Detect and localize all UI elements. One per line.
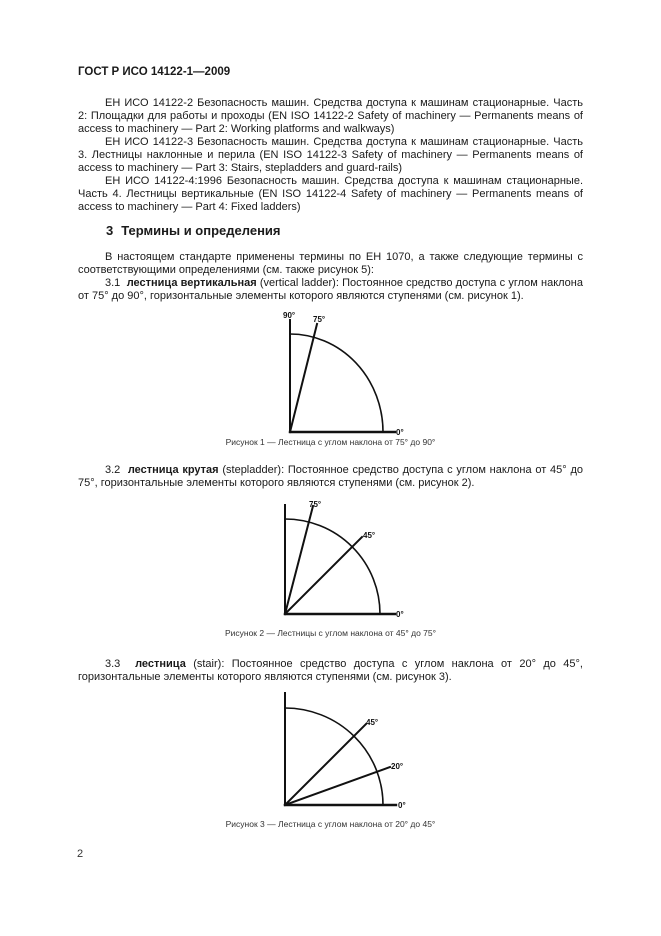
term-number: 3.2 [105, 464, 121, 476]
section-title: Термины и определения [121, 223, 281, 238]
term-name: лестница вертикальная [126, 277, 257, 289]
figure-1-diagram [290, 320, 395, 432]
term-name: лестница крутая [127, 464, 219, 476]
document-header: ГОСТ Р ИСО 14122-1—2009 [78, 66, 231, 78]
figure-3-caption: Рисунок 3 — Лестница с углом наклона от 20° до 45° [225, 819, 436, 829]
term-text: : Постоянное средство доступа с углом наклона от 20° до 45°, горизонтальные элементы которого являются ступенями (см. рисунок 3). [78, 658, 583, 683]
figure-3-label-45: 45° [366, 718, 379, 727]
figure-2-diagram [285, 505, 395, 614]
figure-1-caption: Рисунок 1 — Лестница с углом наклона от 75° до 90° [225, 437, 436, 447]
reference-item: ЕН ИСО 14122-3 Безопасность машин. Средства доступа к машинам стационарные. Часть 3. Лестницы наклонные и перила (EN ISO 14122-3 Safety of machinery — Permanents means of access to machinery — Part 3: Stairs, stepladders and guard-rails) [78, 136, 583, 174]
term-text: : Постоянное средство доступа с углом наклона от 45° до 75°, горизонтальные элементы которого являются ступенями (см. рисунок 2). [78, 464, 583, 489]
figure-1-label-0: 0° [396, 428, 404, 437]
term-english: (vertical ladder) [256, 277, 336, 289]
term-text: : Постоянное средство доступа с углом наклона от 75° до 90°, горизонтальные элементы которого являются ступенями (см. рисунок 1). [78, 277, 583, 302]
figure-3-label-0: 0° [398, 801, 406, 810]
term-english: (stair) [185, 658, 222, 670]
term-number: 3.1 [105, 277, 121, 289]
page-number: 2 [77, 848, 84, 860]
figure-2-caption: Рисунок 2 — Лестницы с углом наклона от 45° до 75° [224, 628, 437, 638]
figure-2-label-75: 75° [309, 500, 322, 509]
figure-3-diagram [285, 693, 396, 805]
reference-item: ЕН ИСО 14122-4:1996 Безопасность машин. Средства доступа к машинам стационарные. Часть 4. Лестницы вертикальные (EN ISO 14122-4 Safety of machinery — Permanents means of access to machinery — Part 4: Fixed ladders) [78, 175, 583, 213]
figure-2-label-45: 45° [363, 531, 376, 540]
term-number: 3.3 [105, 658, 121, 670]
figure-1-label-90: 90° [283, 311, 296, 320]
figure-3-label-20: 20° [391, 762, 404, 771]
figure-1-label-75: 75° [313, 315, 326, 324]
term-name: лестница [135, 658, 186, 670]
section-intro: В настоящем стандарте применены термины по ЕН 1070, а также следующие термины с соответствующими определениями (см. также рисунок 5): [78, 251, 583, 276]
reference-item: ЕН ИСО 14122-2 Безопасность машин. Средства доступа к машинам стационарные. Часть 2: Площадки для работы и проходы (EN ISO 14122-2 Safety of machinery — Permanents means of access to machinery — Part 2: Working platforms and walkways) [78, 97, 583, 135]
section-number: 3 [106, 223, 114, 238]
term-english: (stepladder) [218, 464, 282, 476]
figure-2-label-0: 0° [396, 610, 404, 619]
